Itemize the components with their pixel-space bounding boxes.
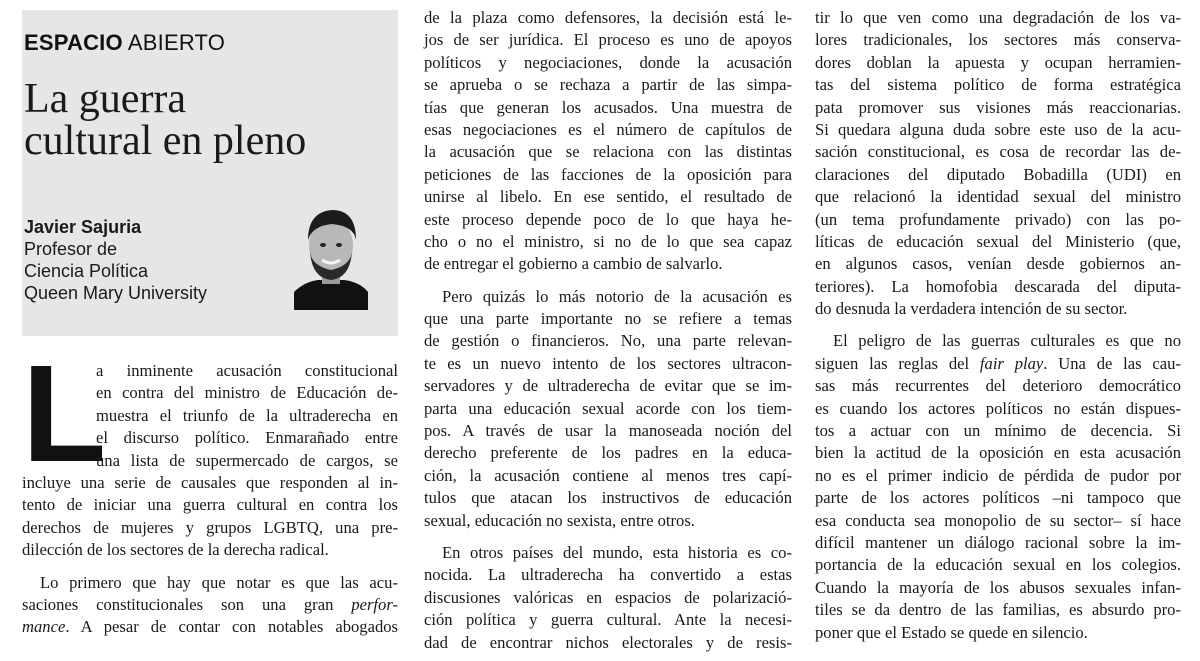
text-line: de la plaza como defensores, la decisión está le- [424, 8, 792, 27]
text-line: lores tradicionales, los sectores más conserva- [815, 30, 1181, 50]
text-line: sación constitucional, es cosa de recordar las de- [815, 142, 1181, 162]
text-line: difícil mantener un diálogo racional sobre la im- [815, 532, 1181, 552]
text-line: que una parte importante no se refiere a temas [424, 309, 792, 329]
text-line: políticos y negociaciones, donde la acusación [424, 52, 792, 72]
text-line: tías que generan los acusados. Una muestra de [424, 97, 792, 117]
text-line: Si quedara alguna duda sobre este uso de la acu- [815, 119, 1181, 139]
text-line: se aprueba o se rechaza a partir de las simpa- [424, 75, 792, 95]
text-line: sas más recurrentes del deterioro democrático [815, 376, 1181, 396]
text-line: bien la actitud de la oposición en esta acusación [815, 443, 1181, 463]
text-line: líticas de educación sexual del Ministerio (que, [815, 231, 1181, 251]
text-line: Lo primero que hay que notar es que las acu- [40, 572, 398, 592]
text-line: El peligro de las guerras culturales es que no [833, 331, 1181, 351]
text-line: este proceso depende poco de lo que haya he- [424, 209, 792, 229]
text-line: ción, la acusación contiene al menos tres capí- [424, 465, 792, 485]
text-line: parte de los actores políticos –ni tampoco que [815, 488, 1181, 508]
text-line: sexual, educación no sexista, entre otros. [424, 510, 695, 530]
author-title-line-3: Queen Mary University [24, 283, 208, 303]
text-line: de gestión o financieros. No, una parte relevan- [424, 331, 792, 351]
text-line: tas del sistema político de forma estratégica [815, 75, 1181, 95]
text-line: servadores y de ultraderecha de evitar que se im- [424, 376, 792, 396]
drop-cap: L [22, 337, 107, 491]
text-line: dilección de los sectores de la derecha radical. [22, 540, 329, 560]
headline-line-1: La guerra [24, 76, 187, 122]
headline-line-2: cultural en pleno [24, 118, 307, 164]
text-line: muestra el triunfo de la ultraderecha en [96, 405, 398, 425]
text-line: claraciones del diputado Bobadilla (UDI) en [815, 164, 1181, 184]
text-line: el discurso político. Enmarañado entre [96, 428, 398, 448]
text-line: esa conducta sea monopolio de su sector– sí hace [815, 510, 1181, 530]
text-line: unirse al libelo. En ese sentido, el resultado de [424, 187, 792, 207]
article-column-3 [815, 7, 1181, 644]
text-line: tir lo que ven como una degradación de los va- [815, 8, 1181, 27]
text-line: es cuando los actores políticos no están dispues- [815, 398, 1181, 418]
text-line: teriores). La homofobia descarada del diputa- [815, 276, 1181, 296]
text-line: derecho preferente de los padres en la educa- [424, 443, 792, 463]
text-line: peticiones de las facciones de la oposición para [424, 164, 792, 184]
author-title-line-1: Profesor de [24, 239, 118, 259]
text-line: no es el primer indicio de pérdida de pudor por [815, 465, 1181, 485]
text-line: (un tema profundamente privado) con las po- [815, 209, 1181, 229]
article-column-2 [424, 7, 792, 654]
author-name: Javier Sajuria [24, 217, 142, 237]
author-photo [294, 200, 368, 310]
headline [24, 78, 374, 162]
text-line: pos. A través de usar la manoseada noción del [424, 421, 792, 441]
text-line: en contra del ministro de Educación de- [96, 383, 398, 403]
text-line: incluye una serie de causales que responden al in- [22, 472, 398, 492]
text-line: en algunos casos, venían desde gobiernos an- [815, 254, 1181, 274]
text-line: ción política y guerra cultural. Ante la necesi- [424, 610, 792, 630]
author-title-line-2: Ciencia Política [24, 261, 149, 281]
text-line: tiles se da dentro de las familias, es absurdo pro- [815, 600, 1181, 620]
text-line: tulos que atacan los instructivos de educación [424, 488, 792, 508]
author-byline [24, 216, 274, 304]
section-label-regular: ABIERTO [127, 30, 226, 55]
text-line: discusiones valóricas en espacios de polarizació- [424, 587, 792, 607]
text-line: saciones constitucionales son una gran perfor- [22, 594, 398, 614]
article-column-1 [22, 337, 398, 639]
text-line: mance. A pesar de contar con notables abogados [22, 617, 398, 637]
text-line: la acusación que se relaciona con las distintas [424, 142, 792, 162]
text-line: do desnuda la verdadera intención de su sector. [815, 299, 1128, 319]
text-line: esas negociaciones es el número de capítulos de [424, 119, 792, 139]
text-line: dad de encontrar nichos electorales y de resis- [424, 632, 792, 652]
text-line: tento de iniciar una guerra cultural en contra los [22, 495, 398, 515]
text-line: una lista de supermercado de cargos, se [96, 450, 398, 470]
text-line: nocida. La ultraderecha ha convertido a estas [424, 565, 792, 585]
section-label-bold: ESPACIO [24, 30, 123, 55]
text-line: Pero quizás lo más notorio de la acusación es [442, 286, 792, 306]
text-line: portancia de la educación sexual en los colegios. [815, 555, 1181, 575]
text-line: poner que el Estado se quede en silencio. [815, 622, 1088, 642]
text-line: parta una educación sexual acorde con los tiem- [424, 398, 792, 418]
text-line: que relacionó la identidad sexual del ministro [815, 187, 1181, 207]
text-line: a inminente acusación constitucional [96, 361, 398, 380]
text-line: te es un nuevo intento de los sectores ultracon- [424, 353, 792, 373]
text-line: dores doblan la apuesta y ocupan herramien- [815, 52, 1181, 72]
text-line: de entregar el gobierno a cambio de salvarlo. [424, 254, 723, 274]
text-line: Cuando la mayoría de los abusos sexuales infan- [815, 577, 1181, 597]
text-line: cho o no el ministro, si no de lo que sea capaz [424, 231, 792, 251]
text-line: jos de ser jurídica. El proceso es uno de apoyos [424, 30, 792, 50]
text-line: En otros países del mundo, esta historia es co- [442, 542, 792, 562]
text-line: tos a actuar con un mínimo de decencia. Si [815, 421, 1181, 441]
text-line: siguen las reglas del fair play. Una de las cau- [815, 353, 1181, 373]
text-line: pata promover sus visiones más reaccionarias. [815, 97, 1181, 117]
text-line: derechos de mujeres y grupos LGBTQ, una pre- [22, 517, 398, 537]
section-label [24, 30, 225, 56]
